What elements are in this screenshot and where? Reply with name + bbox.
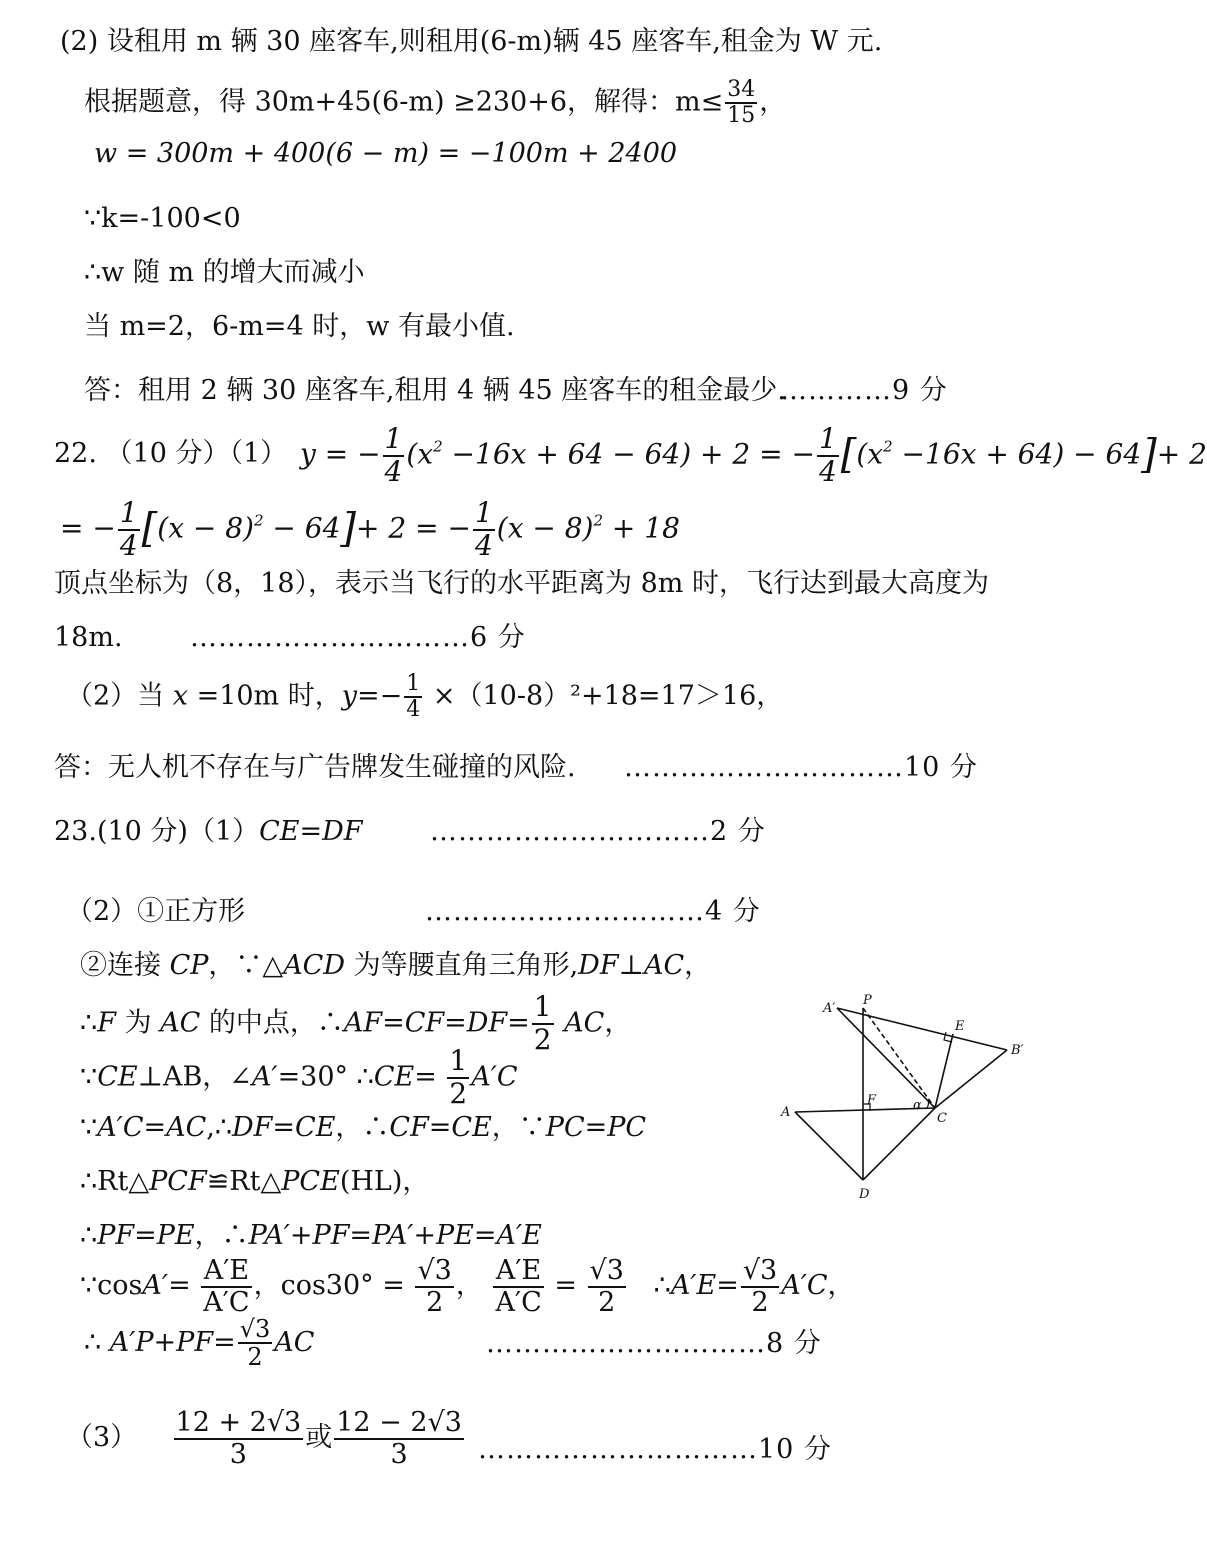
q23-line8: ∴ A′P+PF= $\frac{√3}{2}$ AC (84, 1315, 315, 1372)
q22-answer: 答：无人机不存在与广告牌发生碰撞的风险. (54, 752, 576, 783)
label-c: C (937, 1111, 947, 1126)
q23-line5: ∴Rt△PCF≌Rt△PCE(HL)， (80, 1166, 430, 1197)
q22-score-10: …………………………10 分 (624, 752, 978, 783)
q21-because-k: ∵k=-100<0 (84, 203, 241, 234)
label-d: D (859, 1187, 870, 1202)
q21-w-expression: w = 300m + 400(6 − m) = −100m + 2400 (94, 138, 678, 169)
q22-score-6: …………………………6 分 (190, 622, 526, 653)
geometry-figure (775, 990, 1035, 1210)
q23-line1: ②连接 CP，∵△ACD 为等腰直角三角形,DF⊥AC， (80, 950, 712, 981)
q21-score: …………9 分 (780, 375, 948, 406)
q23-line3: ∵CE⊥AB，∠A′=30° ∴CE= $\frac{1}{2}$ A′C (80, 1044, 518, 1110)
q21-intro: (2) 设租用 m 辆 30 座客车,则租用(6-m)辆 45 座客车,租金为 W 元. (60, 26, 883, 57)
label-f: F (867, 1093, 877, 1108)
q23-score-2: …………………………2 分 (430, 816, 766, 847)
q21-answer: 答：租用 2 辆 30 座客车,租用 4 辆 45 座客车的租金最少. (84, 375, 786, 406)
q21-when-m: 当 m=2，6-m=4 时，w 有最小值. (84, 311, 515, 342)
q21-therefore-w: ∴w 随 m 的增大而减小 (84, 257, 365, 288)
q23-part2a: （2）①正方形 (66, 896, 246, 927)
label-e: E (955, 1019, 965, 1034)
segment-c-b-prime (935, 1050, 1007, 1108)
q22-header: 22. （10 分）（1） (54, 438, 288, 469)
q23-line6: ∴PF=PE，∴PA′+PF=PA′+PE=A′E (80, 1220, 542, 1251)
segment-a-d (795, 1112, 863, 1180)
q22-vertex: 顶点坐标为（8，18），表示当飞行的水平距离为 8m 时，飞行达到最大高度为 (54, 568, 989, 599)
q22-line2: = − $\frac{1}{4}$ $[(x - 8)^2 - 64]+ 2$ = − $\frac{1}{4}$ $(x - 8)^2 + 18$ (60, 496, 680, 562)
q23-line7: ∵cosA′= $\frac{A'E}{A'C}$ ，cos30° = $\frac{√3}{2}$ ， $\frac{A'E}{A'C}$ = $\frac{√3}{2}$ ∴A′E= $\frac{√3}{2}$ A′C， (80, 1255, 855, 1318)
segment-c-e (935, 1034, 953, 1108)
segment-d-c (863, 1108, 935, 1180)
label-alpha: α (913, 1098, 922, 1113)
q23-score-10: …………………………10 分 (478, 1434, 832, 1465)
q23-score-8: …………………………8 分 (486, 1328, 822, 1359)
label-p: P (863, 993, 872, 1008)
label-b-prime: B′ (1011, 1043, 1024, 1058)
q23-part3: （3） $\frac{12 + 2√3}{3}$ 或 $\frac{12 - 2√3}{3}$ (66, 1407, 462, 1470)
q23-part1: 23.(10 分)（1）CE=DF (54, 816, 363, 847)
segment-a-prime-c (837, 1008, 935, 1108)
q23-line4: ∵A′C=AC,∴DF=CE，∴CF=CE，∵PC=PC (80, 1112, 647, 1143)
q22-vertex-unit: 18m. (54, 622, 123, 653)
label-a-prime: A′ (823, 1001, 836, 1016)
q22-part2: （2）当 x =10m 时，y=− $\frac{1}{4}$ ×（10-8）²+18=17＞16， (66, 671, 784, 723)
q21-inequality: 根据题意，得 30m+45(6-m) ≥230+6，解得：m≤ $\frac{34}{15}$ ， (84, 77, 787, 129)
q23-line2: ∴F 为 AC 的中点，∴AF=CF=DF= $\frac{1}{2}$ AC， (80, 990, 632, 1056)
q22-line1: y = − $\frac{1}{4}$ $(x^2 -16x + 64 - 64) + 2$ = − $\frac{1}{4}$ $[(x^2 -16x + 64) - 64]+ 2$ (300, 422, 1207, 488)
label-a: A (781, 1105, 791, 1120)
q23-score-4: …………………………4 分 (425, 896, 761, 927)
